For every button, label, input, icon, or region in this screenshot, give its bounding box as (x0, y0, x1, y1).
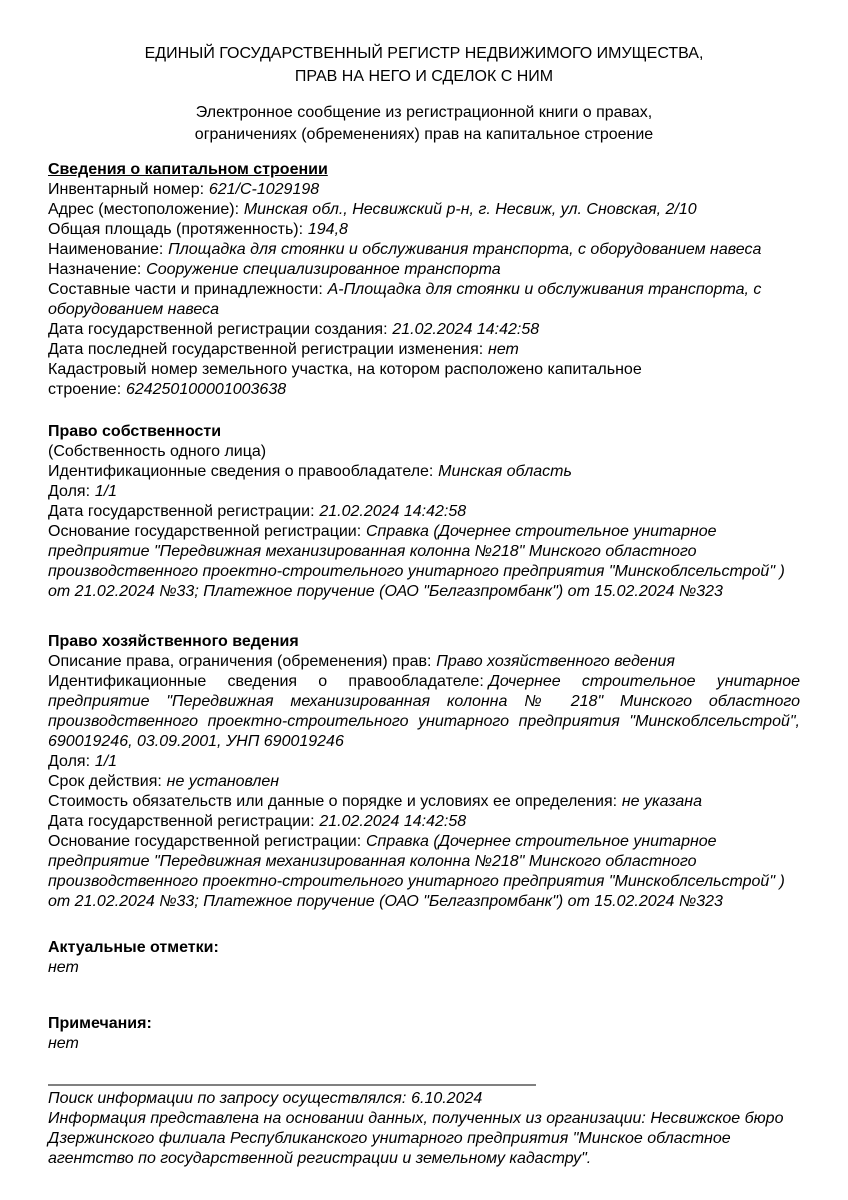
field-label: Стоимость обязательств или данные о порядке и условиях ее определения: (48, 793, 618, 810)
marks-section-heading: Актуальные отметки: (48, 939, 219, 956)
ownership-section-heading: Право собственности (48, 423, 222, 440)
title-line-1: ЕДИНЫЙ ГОСУДАРСТВЕННЫЙ РЕГИСТР НЕДВИЖИМОГО ИМУЩЕСТВА, (144, 45, 704, 62)
field-label: Доля: (48, 753, 91, 770)
field-value: А-Площадка для стоянки и обслуживания транспорта, с оборудованием навеса (48, 281, 762, 318)
field-registration-date (48, 502, 800, 522)
field-label: Кадастровый номер земельного участка, на котором расположено капитальное строение: (48, 361, 642, 398)
field-label: Дата государственной регистрации: (48, 503, 315, 520)
field-value: Сооружение специализированное транспорта (146, 261, 501, 278)
field-creation-registration-date (48, 320, 800, 340)
field-label: Срок действия: (48, 773, 162, 790)
field-value: не указана (621, 793, 702, 810)
field-label: Доля: (48, 483, 91, 500)
field-label: Назначение: (48, 261, 142, 278)
field-label: Описание права, ограничения (обременения) прав: (48, 653, 432, 670)
field-registration-basis (48, 832, 800, 912)
field-value: 624250100001003638 (125, 381, 287, 398)
footer-divider (48, 1084, 536, 1086)
field-value: 6.10.2024 (411, 1090, 483, 1107)
building-section-heading: Сведения о капитальном строении (48, 161, 328, 178)
subtitle-line-1: Электронное сообщение из регистрационной книги о правах, (195, 104, 653, 121)
field-label: Основание государственной регистрации: (48, 833, 362, 850)
field-obligation-cost (48, 792, 800, 812)
field-last-change-registration-date (48, 340, 800, 360)
footer-source-info: Информация представлена на основании данных, полученных из организации: Несвижское бюро Дзержинского филиала Республиканского унитарного предприятия "Минское областное агентство по государственной регистрации и земельному кадастру". (48, 1110, 784, 1167)
field-label: Идентификационные сведения о правообладателе: (48, 673, 484, 690)
section-actual-marks (48, 938, 800, 978)
field-label: Основание государственной регистрации: (48, 523, 362, 540)
field-search-date (48, 1089, 800, 1109)
ownership-type-note: (Собственность одного лица) (48, 443, 267, 460)
field-label: Дата последней государственной регистрации изменения: (48, 341, 484, 358)
field-label: Поиск информации по запросу осуществлялся: (48, 1090, 407, 1107)
section-notes (48, 1014, 800, 1054)
section-building-info (48, 160, 800, 400)
field-value: нет (488, 341, 519, 358)
field-purpose (48, 260, 800, 280)
field-value: 21.02.2024 14:42:58 (392, 321, 540, 338)
field-value: 194,8 (307, 221, 348, 238)
notes-section-heading: Примечания: (48, 1015, 152, 1032)
field-share (48, 482, 800, 502)
field-value: Минская обл., Несвижский р-н, г. Несвиж, ул. Сновская, 2/10 (243, 201, 697, 218)
section-ownership-right (48, 422, 800, 602)
field-value: 621/С-1029198 (208, 181, 320, 198)
document-footer (48, 1084, 800, 1169)
field-label: Наименование: (48, 241, 164, 258)
field-name (48, 240, 800, 260)
field-value: Минская область (438, 463, 572, 480)
document-header (48, 42, 800, 146)
field-value: 21.02.2024 14:42:58 (319, 503, 467, 520)
field-value: 21.02.2024 14:42:58 (319, 813, 467, 830)
field-value: 1/1 (94, 483, 118, 500)
field-label: Идентификационные сведения о правообладателе: (48, 463, 434, 480)
field-value: Справка (Дочернее строительное унитарное предприятие "Передвижная механизированная колонна №218" Минского областного производственного проектно-строительного унитарного предприятия "Минскоблсельстрой" ) от 21.02.2024 №33; Платежное поручение (ОАО "Белгазпромбанк") от 15.02.2024 №323 (48, 833, 785, 910)
field-rightholder-identification (48, 672, 800, 752)
document-subtitle (48, 102, 800, 146)
field-right-description (48, 652, 800, 672)
field-registration-basis (48, 522, 800, 602)
field-rightholder-identification (48, 462, 800, 482)
field-label: Общая площадь (протяженность): (48, 221, 304, 238)
field-label: Инвентарный номер: (48, 181, 205, 198)
field-value: 1/1 (94, 753, 118, 770)
field-value: Дочернее строительное унитарное предприятие "Передвижная механизированная колонна № 218" Минского областного производственного проектно-строительного унитарного предприятия "Минскоблсельстрой", 690019246, 03.09.2001, УНП 690019246 (48, 673, 800, 750)
field-label: Составные части и принадлежности: (48, 281, 323, 298)
field-registration-date (48, 812, 800, 832)
document-title (48, 42, 800, 88)
notes-value: нет (48, 1035, 79, 1052)
field-components (48, 280, 800, 320)
field-value: не установлен (166, 773, 280, 790)
marks-value: нет (48, 959, 79, 976)
field-inventory-number (48, 180, 800, 200)
field-cadastral-number (48, 360, 800, 400)
field-share (48, 752, 800, 772)
management-section-heading: Право хозяйственного ведения (48, 633, 299, 650)
field-label: Адрес (местоположение): (48, 201, 240, 218)
registry-extract-document (48, 42, 800, 1169)
title-line-2: ПРАВ НА НЕГО И СДЕЛОК С НИМ (294, 68, 554, 85)
field-value: Право хозяйственного ведения (436, 653, 675, 670)
section-economic-management-right (48, 632, 800, 912)
field-value: Справка (Дочернее строительное унитарное предприятие "Передвижная механизированная колонна №218" Минского областного производственного проектно-строительного унитарного предприятия "Минскоблсельстрой" ) от 21.02.2024 №33; Платежное поручение (ОАО "Белгазпромбанк") от 15.02.2024 №323 (48, 523, 785, 600)
field-label: Дата государственной регистрации создания: (48, 321, 388, 338)
field-validity-period (48, 772, 800, 792)
field-label: Дата государственной регистрации: (48, 813, 315, 830)
field-value: Площадка для стоянки и обслуживания транспорта, с оборудованием навеса (168, 241, 762, 258)
subtitle-line-2: ограничениях (обременениях) прав на капитальное строение (194, 126, 654, 143)
field-address (48, 200, 800, 220)
field-total-area (48, 220, 800, 240)
